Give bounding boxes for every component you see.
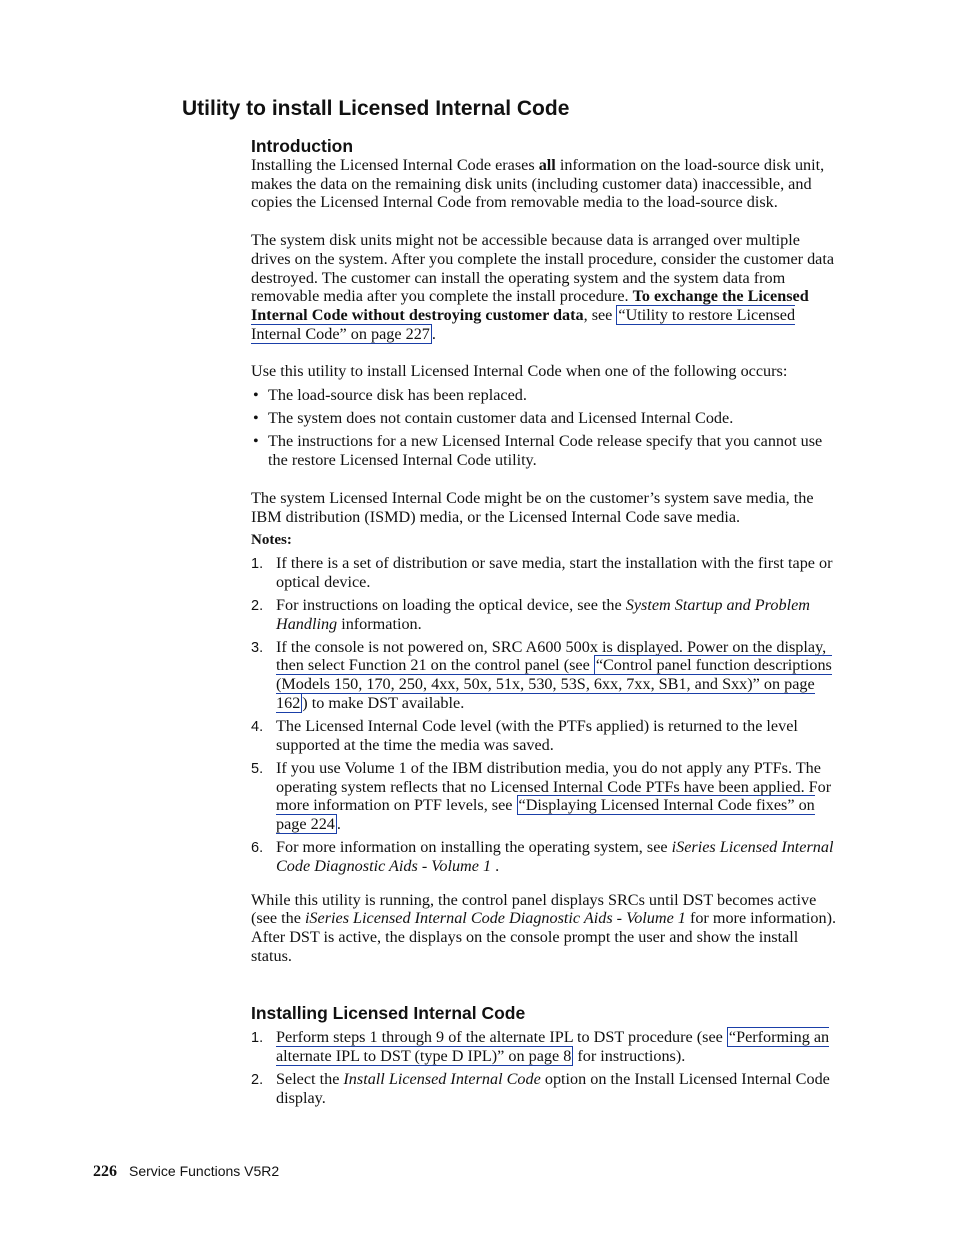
bullet-icon: •	[253, 432, 259, 451]
introduction-body	[251, 156, 843, 966]
bullet-icon: •	[253, 409, 259, 428]
note-item-1: 1. If there is a set of distribution or save media, start the installation with the first tape or optical device.	[251, 553, 833, 591]
install-steps-list	[251, 1028, 843, 1107]
install-step-1: 1. Perform steps 1 through 9 of the alternate IPL to DST procedure (see “Performing an alternate IPL to DST (type D IPL)” on page 8 for instructions).	[251, 1028, 830, 1065]
note-item-6: 6. For more information on installing the operating system, see iSeries Licensed Internal Code Diagnostic Aids - Volume 1 .	[251, 838, 834, 875]
link-displaying-lic-fixes[interactable]: “Displaying Licensed Internal Code fixes” on page 224	[276, 796, 815, 834]
intro-paragraph-3: Use this utility to install Licensed Internal Code when one of the following occurs:	[251, 362, 788, 381]
section-heading-introduction: Introduction	[251, 136, 354, 156]
page-footer	[93, 1163, 279, 1181]
link-control-panel-functions[interactable]: “Control panel function descriptions (Models 150, 170, 250, 4xx, 50x, 51x, 530, 53S, 6xx, 7xx, SB1, and Sxx)” on page 162	[276, 656, 832, 712]
list-number: 6.	[251, 840, 264, 857]
intro-paragraph-5: While this utility is running, the control panel displays SRCs until DST becomes active (see the iSeries Licensed Internal Code Diagnostic Aids - Volume 1 for more information). After DST is active, the displays on the console prompt the user and show the install status.	[251, 890, 837, 965]
list-number: 1.	[251, 555, 264, 572]
section-heading-installing: Installing Licensed Internal Code	[251, 1003, 526, 1023]
list-number: 2.	[251, 597, 264, 614]
bullet-icon: •	[253, 386, 259, 405]
list-number: 3.	[251, 639, 264, 656]
intro-paragraph-2: The system disk units might not be accessible because data is arranged over multiple drives on the system. After you complete the install procedure, consider the customer data destroyed. The customer can install the operating system and the system data from removable media after you complete the install procedure. To exchange the Licensed Internal Code without destroying customer data, see “Utility to restore Licensed Internal Code” on page 227 .	[251, 231, 835, 343]
install-step-2: 2. Select the Install Licensed Internal Code option on the Install Licensed Internal Code display.	[251, 1069, 830, 1107]
intro-paragraph-4: The system Licensed Internal Code might be on the customer’s system save media, the IBM distribution (ISMD) media, or the Licensed Internal Code save media.	[251, 488, 814, 526]
book-title: Service Functions V5R2	[129, 1163, 280, 1179]
page-number: 226	[93, 1163, 117, 1180]
link-alternate-ipl-to-dst[interactable]: “Performing an alternate IPL to DST (type D IPL)” on page 8	[276, 1028, 830, 1065]
note-item-5: 5. If you use Volume 1 of the IBM distribution media, you do not apply any PTFs. The operating system reflects that no Licensed Internal Code PTFs have been applied. For more information on PTF levels, see “Displaying Licensed Internal Code fixes” on page 224 .	[251, 758, 832, 834]
conditions-list	[251, 386, 843, 470]
list-item: • The load-source disk has been replaced.	[253, 386, 527, 405]
list-number: 5.	[251, 760, 264, 777]
list-number: 2.	[251, 1071, 264, 1088]
list-number: 1.	[251, 1030, 264, 1046]
notes-list	[251, 554, 843, 876]
note-item-4: 4. The Licensed Internal Code level (with the PTFs applied) is returned to the level supported at the time the media was saved.	[251, 717, 798, 754]
list-number: 4.	[251, 719, 264, 736]
notes-label: Notes:	[251, 532, 292, 549]
intro-paragraph-1: Installing the Licensed Internal Code erases all information on the load-source disk unit, makes the data on the remaining disk units (including customer data) inaccessible, and copies the Licensed Internal Code from removable media to the load-source disk.	[251, 156, 825, 212]
note-item-2: 2. For instructions on loading the optical device, see the System Startup and Problem Handling information.	[251, 595, 810, 633]
list-item: • The system does not contain customer data and Licensed Internal Code.	[253, 409, 734, 428]
note-item-3: 3. If the console is not powered on, SRC A600 500x is displayed. Power on the display, then select Function 21 on the control panel (see “Control panel function descriptions (Models 150, 170, 250, 4xx, 50x, 51x, 530, 53S, 6xx, 7xx, SB1, and Sxx)” on page 162 ) to make DST available.	[251, 637, 832, 712]
link-restore-lic-utility[interactable]: “Utility to restore Licensed Internal Code” on page 227	[251, 305, 796, 343]
installing-body	[251, 1028, 843, 1112]
list-item: • The instructions for a new Licensed Internal Code release specify that you cannot use the restore Licensed Internal Code utility.	[253, 432, 823, 470]
page-title: Utility to install Licensed Internal Code	[182, 97, 570, 120]
